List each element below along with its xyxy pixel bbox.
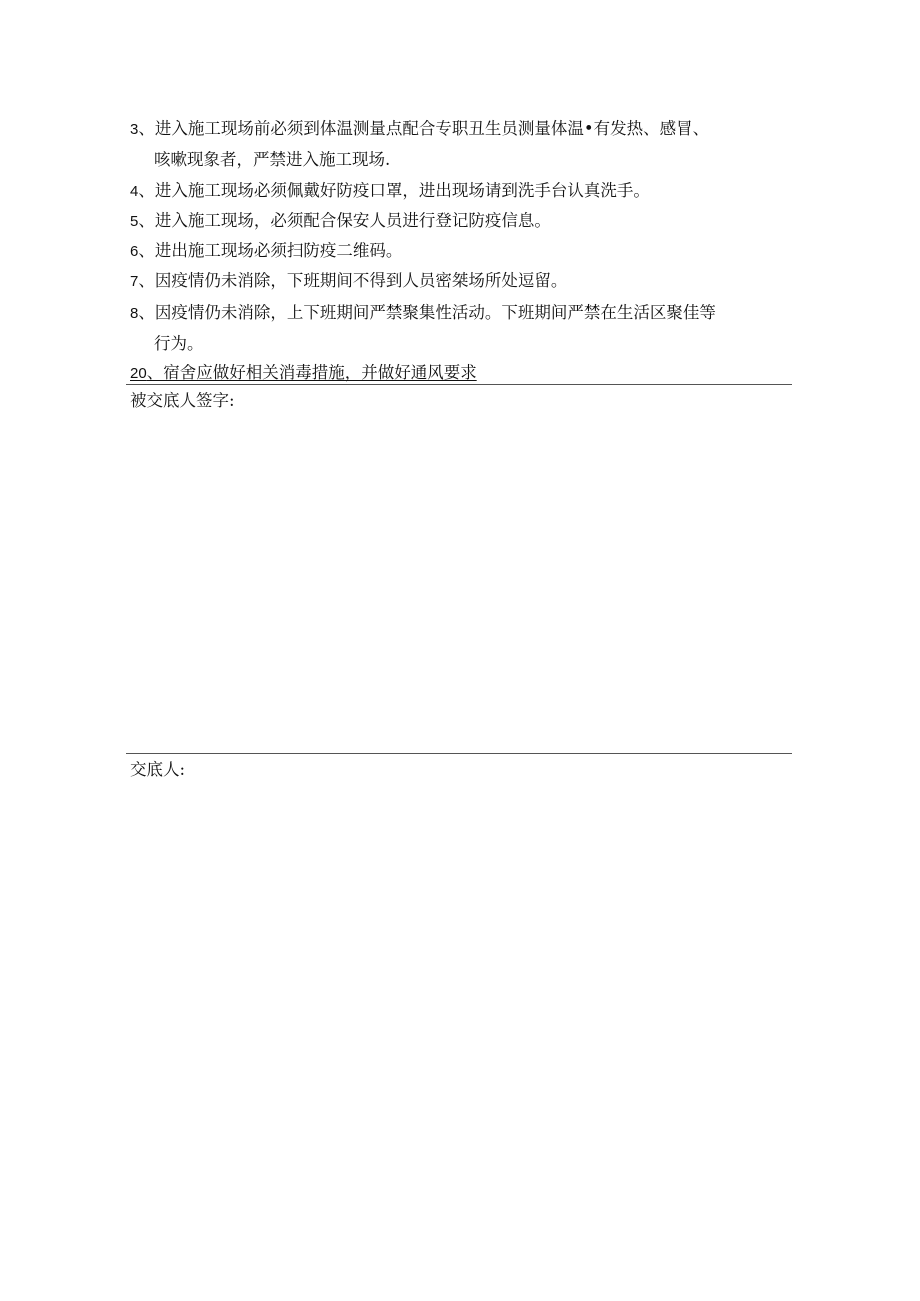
item-number: 4 [130,183,139,200]
item-text: 、因疫情仍未消除，下班期间不得到人员密桀场所处逗留。 [138,271,568,290]
list-item-5 [130,206,792,237]
item-number: 7 [130,273,139,290]
item-number: 5 [130,213,139,230]
presenter-label: 交底人: [130,760,186,779]
list-item-3 [130,114,792,175]
list-item-7 [130,266,792,297]
item-text: 、进入施工现场必须佩戴好防疫口罩，进出现场请到洗手台认真洗手。 [138,181,650,200]
item-text: 、进入施工现场，必须配合保安人员进行登记防疫信息。 [138,211,551,230]
item-number: 20 [130,365,147,382]
recipient-signature-label: 被交底人签字: [130,391,235,410]
section-divider [126,753,792,754]
list-item-4 [130,176,792,207]
item-text: 、进出施工现场必须扫防疫二维码。 [138,241,403,260]
item-text: 、宿舍应做好相关消毒措施，并做好通风要求 [146,363,477,382]
item-number: 8 [130,305,139,322]
item-number: 3 [130,121,139,138]
item-number: 6 [130,243,139,260]
list-item-6 [130,236,792,267]
list-item-8 [130,298,792,359]
item-text-continuation: 行为。 [154,334,204,353]
item-text: 、进入施工现场前必须到体温测量点配合专职丑生员测量体温•有发热、感冒、 [138,119,710,138]
item-text-continuation: 咳嗽现象者，严禁进入施工现场. [154,150,391,169]
item-text: 、因疫情仍未消除，上下班期间严禁聚集性活动。下班期间严禁在生活区聚佳等 [138,303,716,322]
section-divider [126,384,792,385]
